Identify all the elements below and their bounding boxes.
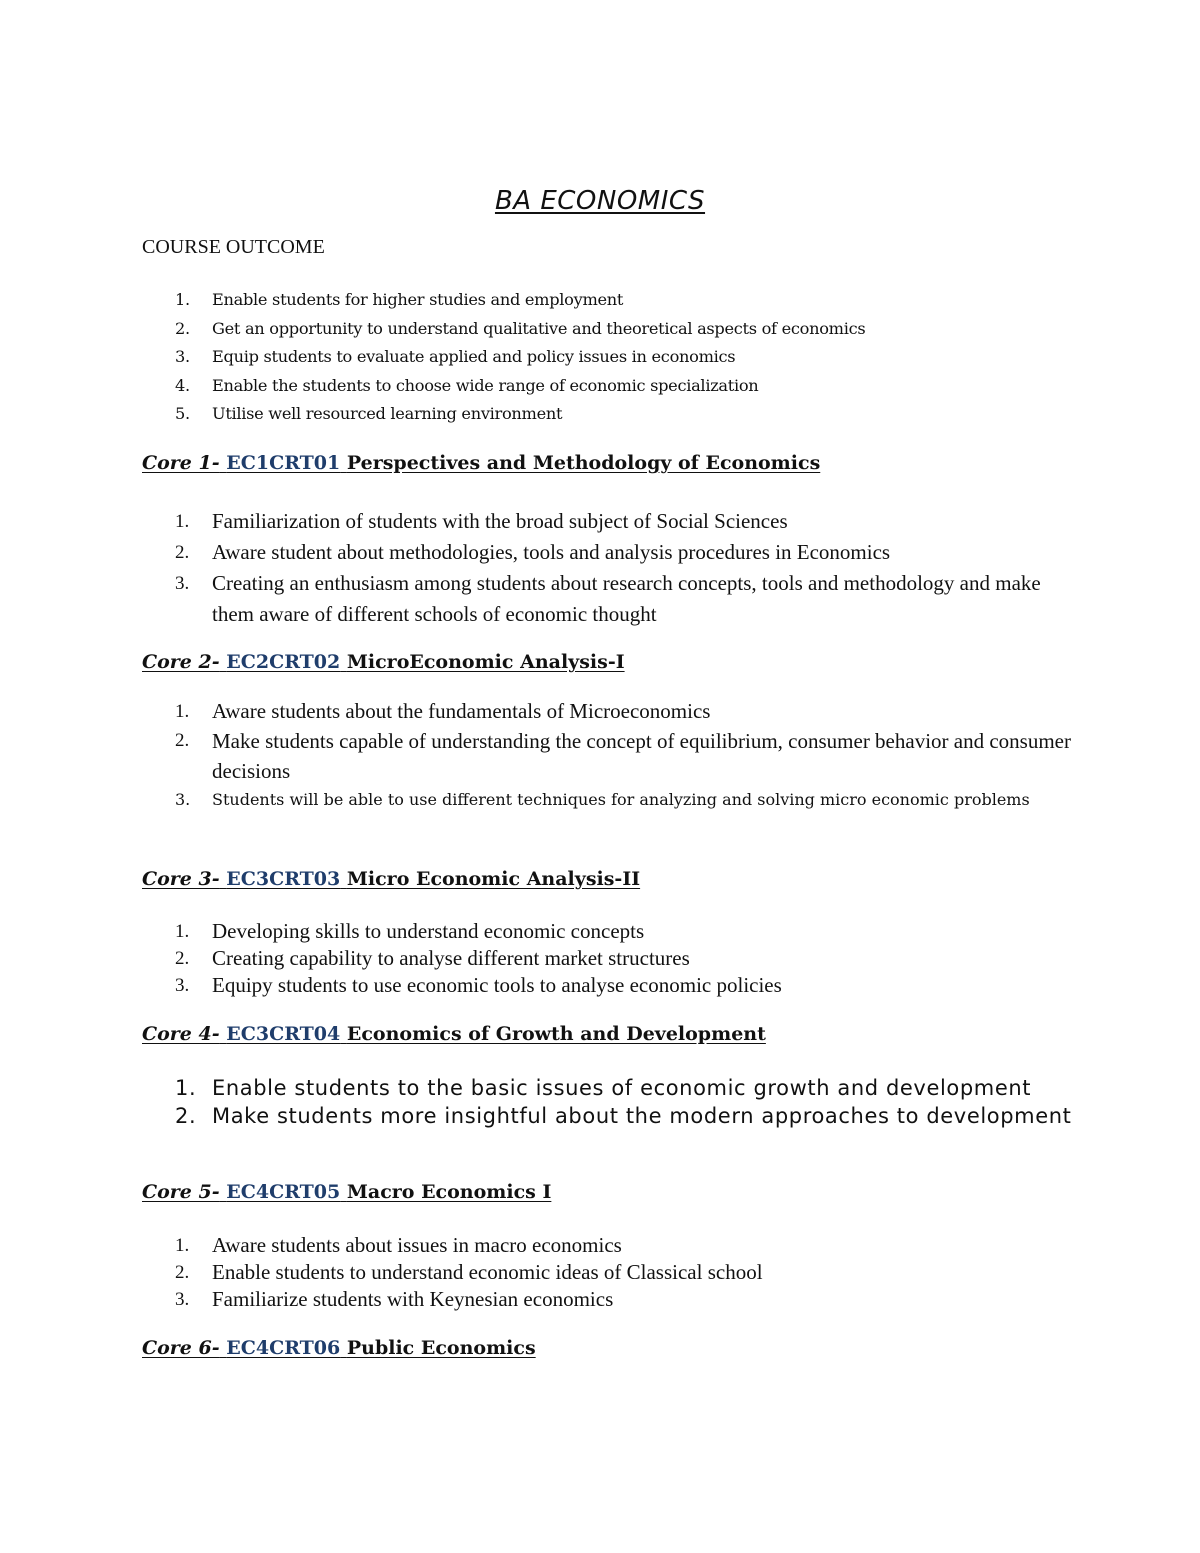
list-item: 1. Enable students for higher studies and employment bbox=[175, 290, 624, 309]
core-2-heading: Core 2- EC2CRT02 MicroEconomic Analysis-I bbox=[142, 651, 625, 673]
list-item: 2. Make students capable of understanding the concept of equilibrium, consumer behavior and consumer decisions bbox=[175, 729, 1071, 783]
list-item: 3. Creating an enthusiasm among students about research concepts, tools and methodology and make them aware of different schools of economic thought bbox=[175, 571, 1041, 626]
list-item: 3. Familiarize students with Keynesian economics bbox=[175, 1287, 614, 1311]
core-5-heading: Core 5- EC4CRT05 Macro Economics I bbox=[142, 1181, 552, 1203]
core-4-outcome-list bbox=[0, 1074, 1082, 1130]
document-title: BA ECONOMICS bbox=[494, 186, 706, 216]
core-3-outcome-list bbox=[0, 918, 1082, 999]
list-item: 3. Equip students to evaluate applied and policy issues in economics bbox=[175, 347, 736, 366]
list-item: 2. Make students more insightful about the modern approaches to development bbox=[175, 1104, 1072, 1128]
list-item: 2. Creating capability to analyse different market structures bbox=[175, 946, 690, 970]
list-item: 3. Equipy students to use economic tools to analyse economic policies bbox=[175, 973, 782, 997]
core-4-heading: Core 4- EC3CRT04 Economics of Growth and Development bbox=[142, 1023, 766, 1045]
list-item: 2. Aware student about methodologies, tools and analysis procedures in Economics bbox=[175, 540, 891, 564]
core-3-heading: Core 3- EC3CRT03 Micro Economic Analysis-II bbox=[142, 868, 641, 890]
list-item: 5. Utilise well resourced learning environment bbox=[175, 404, 563, 423]
core-1-outcome-list bbox=[0, 506, 1082, 630]
core-6-heading: Core 6- EC4CRT06 Public Economics bbox=[142, 1337, 536, 1359]
core-1-heading: Core 1- EC1CRT01 Perspectives and Methodology of Economics bbox=[142, 452, 821, 474]
list-item: 1. Enable students to the basic issues of economic growth and development bbox=[175, 1076, 1032, 1100]
list-item: 1. Aware students about the fundamentals of Microeconomics bbox=[175, 699, 711, 723]
list-item: 1. Familiarization of students with the broad subject of Social Sciences bbox=[175, 509, 788, 533]
list-item: 1. Developing skills to understand economic concepts bbox=[175, 919, 645, 943]
list-item: 2. Get an opportunity to understand qualitative and theoretical aspects of economics bbox=[175, 318, 866, 338]
core-5-outcome-list bbox=[0, 1232, 1082, 1313]
list-item: 3. Students will be able to use different techniques for analyzing and solving micro economic problems bbox=[175, 790, 1030, 809]
list-item: 1. Aware students about issues in macro economics bbox=[175, 1233, 622, 1257]
list-item: 4. Enable the students to choose wide range of economic specialization bbox=[175, 375, 759, 395]
course-outcome-heading: COURSE OUTCOME bbox=[142, 236, 325, 258]
core-2-outcome-list bbox=[0, 697, 1082, 814]
list-item: 2. Enable students to understand economic ideas of Classical school bbox=[175, 1260, 763, 1284]
course-outcome-list bbox=[0, 286, 1082, 429]
